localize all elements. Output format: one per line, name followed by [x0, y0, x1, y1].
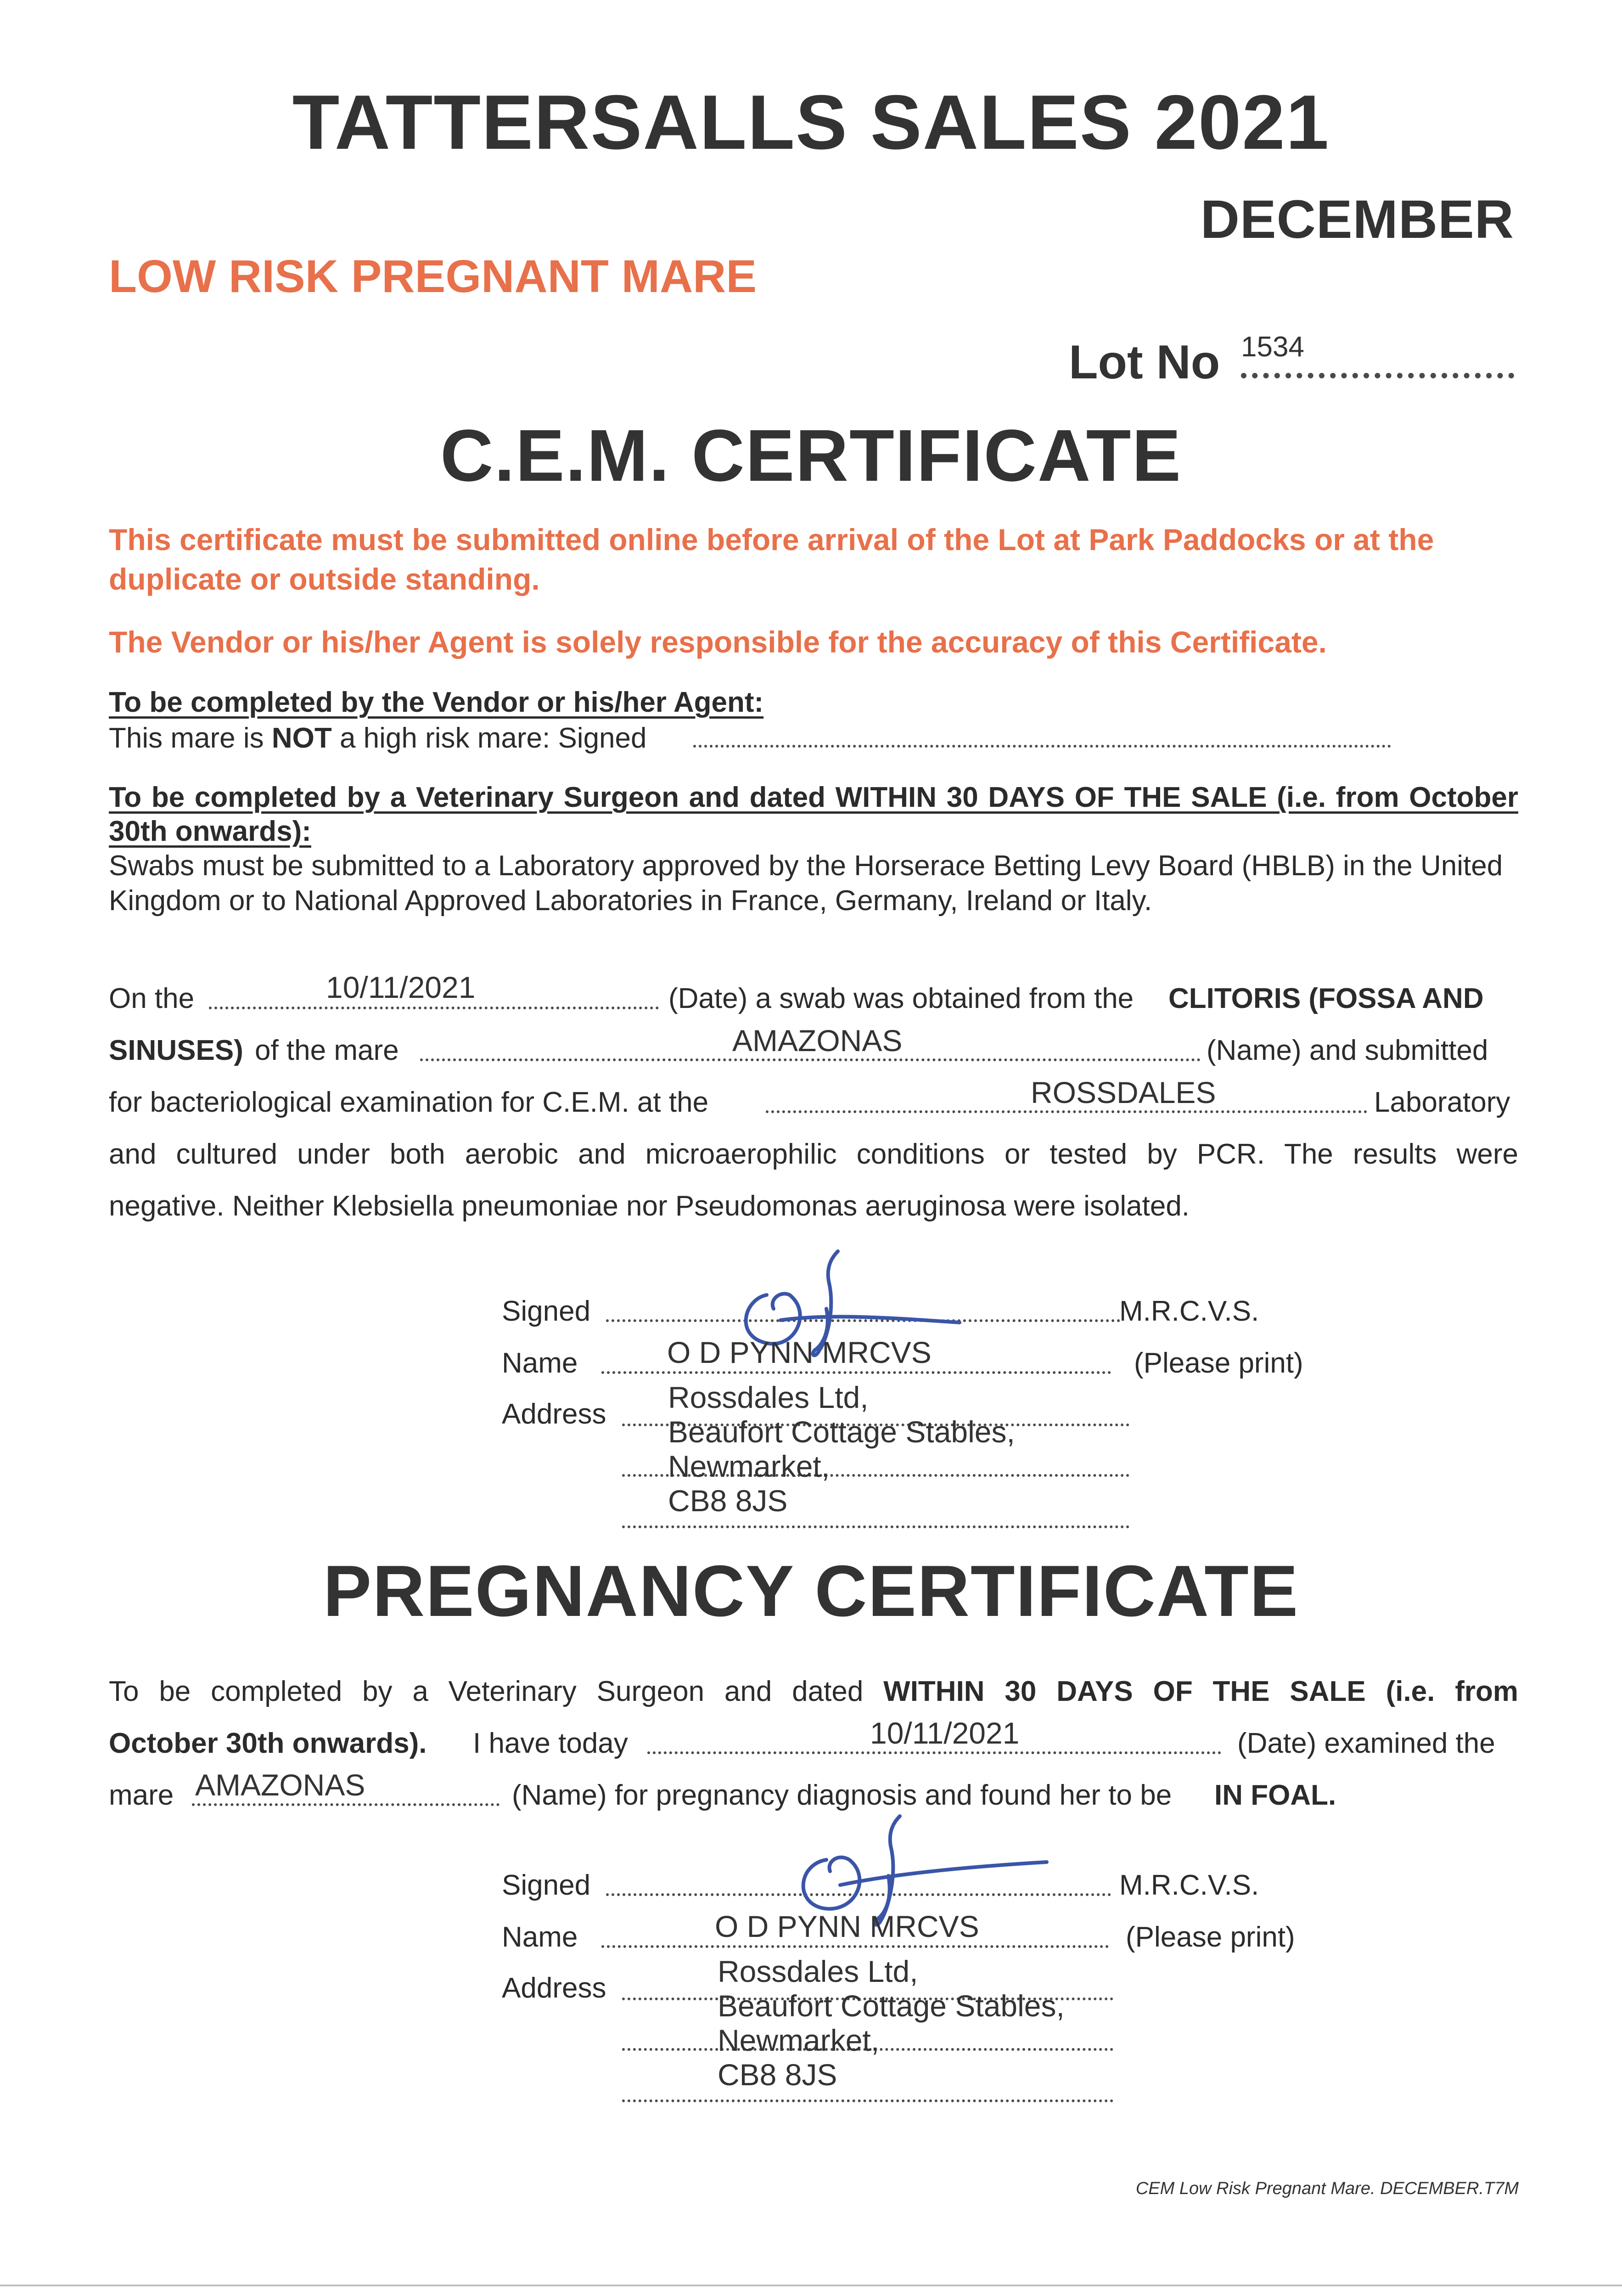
culture-conditions-text: and cultured under both aerobic and microaerophilic conditions or tested by PCR. The results were: [109, 1138, 1518, 1170]
form-reference: CEM Low Risk Pregnant Mare. DECEMBER.T7M: [1135, 2179, 1519, 2198]
pregnancy-today-label: I have today: [473, 1728, 628, 1759]
pregnancy-examined-label: (Date) examined the: [1237, 1728, 1495, 1759]
results-text: negative. Neither Klebsiella pneumoniae nor Pseudomonas aeruginosa were isolated.: [109, 1190, 1190, 1222]
vendor-declaration-not: NOT: [271, 722, 332, 754]
pregnancy-address-line-3: Newmarket,: [718, 2023, 880, 2057]
vet-section-heading: To be completed by a Veterinary Surgeon and dated WITHIN 30 DAYS OF THE SALE (i.e. from October 30th onwards):: [109, 782, 1518, 847]
pregnancy-mare-name-value: AMAZONAS: [195, 1768, 365, 1802]
pregnancy-result: IN FOAL.: [1214, 1779, 1336, 1811]
cem-address-line-3: Newmarket,: [668, 1449, 830, 1483]
pregnancy-deadline-continued: October 30th onwards).: [109, 1728, 427, 1759]
cem-mare-name-value: AMAZONAS: [732, 1024, 903, 1058]
pregnancy-date-field-line[interactable]: [647, 1751, 1221, 1754]
cem-address-field-3[interactable]: [622, 1525, 1129, 1528]
cem-mare-field-line[interactable]: [420, 1058, 1201, 1061]
pregnancy-address-line-2: Beaufort Cottage Stables,: [718, 1989, 1065, 2023]
cem-signed-label: Signed: [502, 1295, 591, 1327]
cem-please-print-label: (Please print): [1134, 1347, 1303, 1379]
pregnancy-deadline-text: WITHIN 30 DAYS OF THE SALE (i.e. from: [883, 1676, 1518, 1707]
vendor-signature-field[interactable]: [693, 745, 1391, 748]
pregnancy-address-line-1: Rossdales Ltd,: [718, 1954, 918, 1988]
pregnancy-intro-text: To be completed by a Veterinary Surgeon and dated: [109, 1676, 864, 1707]
sale-month: DECEMBER: [1200, 189, 1514, 250]
pregnancy-please-print-label: (Please print): [1126, 1921, 1295, 1953]
swab-date-label: (Date) a swab was obtained from the: [668, 983, 1134, 1014]
vendor-declaration: [109, 721, 647, 756]
pregnancy-name-label: Name: [502, 1921, 578, 1953]
swab-on-the: On the: [109, 983, 195, 1014]
cem-certificate-title: C.E.M. CERTIFICATE: [440, 414, 1182, 496]
swab-site-continued: SINUSES): [109, 1035, 243, 1066]
lot-number-label: Lot No: [1069, 336, 1220, 389]
submission-notice: This certificate must be submitted online before arrival of the Lot at Park Paddocks or at the duplicate or outside standing.: [109, 523, 1434, 596]
pregnancy-mare-field-line[interactable]: [192, 1803, 500, 1806]
cem-mrcvs-label: M.R.C.V.S.: [1119, 1295, 1259, 1327]
pregnancy-mare-label: mare: [109, 1779, 174, 1811]
pregnancy-line-1: [109, 1674, 1518, 1709]
pregnancy-vet-name-value: O D PYNN MRCVS: [715, 1909, 979, 1943]
page-title: TATTERSALLS SALES 2021: [292, 79, 1330, 165]
cem-address-line-4: CB8 8JS: [668, 1484, 788, 1518]
responsibility-notice: The Vendor or his/her Agent is solely responsible for the accuracy of this Certificate.: [109, 625, 1327, 659]
of-the-mare-label: of the mare: [255, 1035, 399, 1066]
cem-address-line-2: Beaufort Cottage Stables,: [668, 1415, 1015, 1449]
pregnancy-mrcvs-label: M.R.C.V.S.: [1119, 1869, 1259, 1901]
swab-site: CLITORIS (FOSSA AND: [1168, 983, 1484, 1014]
certificate-category: LOW RISK PREGNANT MARE: [109, 251, 757, 302]
laboratory-label: Laboratory: [1374, 1086, 1510, 1118]
cem-address-label: Address: [502, 1398, 606, 1430]
pregnancy-signed-label: Signed: [502, 1869, 591, 1901]
cem-address-line-1: Rossdales Ltd,: [668, 1380, 869, 1414]
pregnancy-address-line-4: CB8 8JS: [718, 2058, 837, 2092]
cem-date-value: 10/11/2021: [326, 970, 476, 1004]
lot-number-row: [1069, 331, 1514, 390]
cem-vet-name-value: O D PYNN MRCVS: [667, 1335, 932, 1369]
lot-number-value: 1534: [1241, 331, 1304, 363]
name-submitted-label: (Name) and submitted: [1207, 1035, 1488, 1066]
vendor-section-heading: To be completed by the Vendor or his/her Agent:: [109, 687, 764, 718]
pregnancy-address-label: Address: [502, 1972, 606, 2004]
cem-date-field-line[interactable]: [209, 1007, 659, 1009]
cem-name-field[interactable]: [601, 1371, 1111, 1374]
lot-number-field-line: [1241, 373, 1514, 378]
pregnancy-address-field-3[interactable]: [622, 2099, 1113, 2102]
pregnancy-date-value: 10/11/2021: [870, 1716, 1020, 1750]
pregnancy-diagnosis-text: (Name) for pregnancy diagnosis and found her to be: [512, 1779, 1172, 1811]
laboratory-instructions: Swabs must be submitted to a Laboratory approved by the Horserace Betting Levy Board (HBLB) in the United Kingdom or to National Approved Laboratories in France, Germany, Ireland or Italy.: [109, 850, 1503, 917]
cem-name-label: Name: [502, 1347, 578, 1379]
pregnancy-certificate-title: PREGNANCY CERTIFICATE: [323, 1551, 1299, 1632]
pregnancy-name-field[interactable]: [601, 1945, 1109, 1948]
vendor-declaration-text: This mare is: [109, 722, 272, 754]
vendor-signed-label: a high risk mare: Signed: [331, 722, 647, 754]
cem-lab-field-line[interactable]: [766, 1110, 1367, 1113]
cem-laboratory-value: ROSSDALES: [1031, 1075, 1216, 1109]
page-bottom-rule: [0, 2285, 1622, 2286]
examination-text: for bacteriological examination for C.E.M. at the: [109, 1086, 709, 1118]
